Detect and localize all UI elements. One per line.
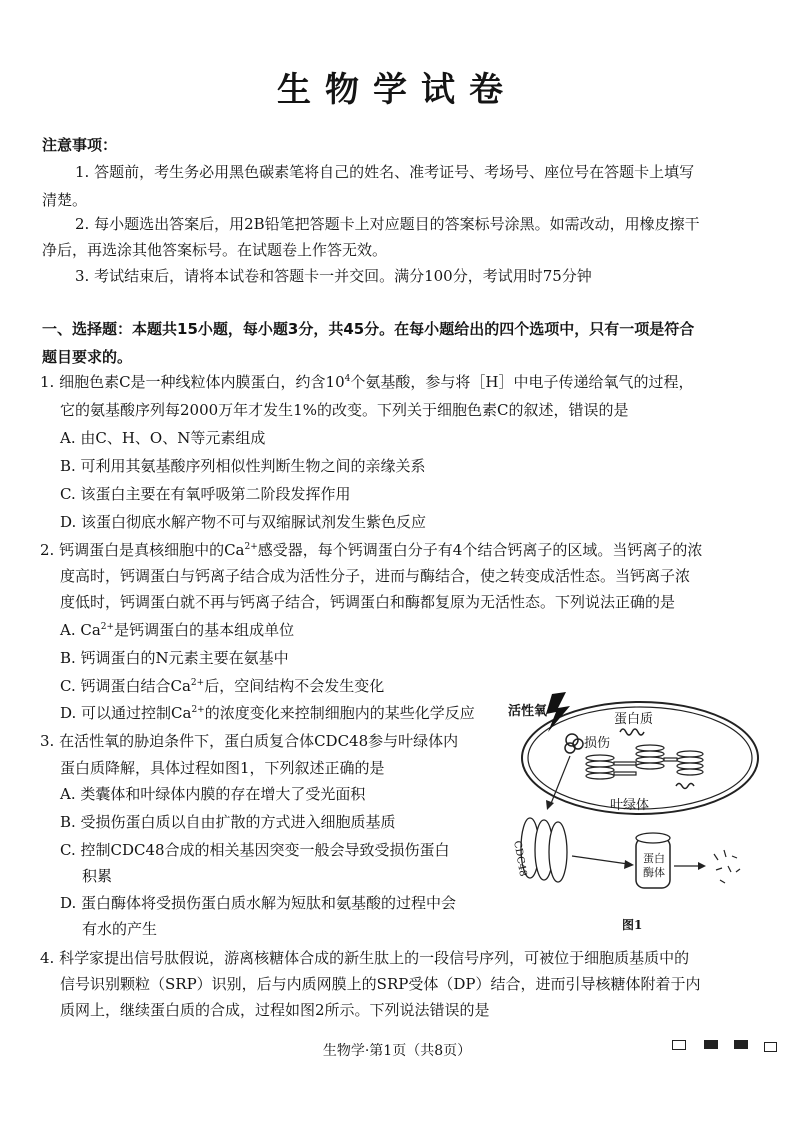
footer-mark-3 (734, 1040, 748, 1049)
q1-stem-line-2: 它的氨基酸序列每2000万年才发生1%的改变。下列关于细胞色素C的叙述，错误的是 (60, 401, 629, 419)
q2-option-a: A. $Ca^{2+}$是钙调蛋白的基本组成单位 (60, 621, 295, 639)
q2-option-b: B. 钙调蛋白的N元素主要在氨基中 (60, 649, 289, 667)
q3-stem-line-1: 3. 在活性氧的胁迫条件下，蛋白质复合体CDC48参与叶绿体内 (40, 732, 459, 750)
figure-1-label-proteasome-line-1: 蛋白 (643, 852, 665, 865)
figure-1-label-proteasome-line-2: 酶体 (643, 866, 665, 879)
q3-option-b: B. 受损伤蛋白质以自由扩散的方式进入细胞质基质 (60, 813, 396, 831)
notice-item-2-line-2: 净后，再选涂其他答案标号。在试题卷上作答无效。 (42, 241, 388, 259)
q4-stem-line-1: 4. 科学家提出信号肽假说，游离核糖体合成的新生肽上的一段信号序列，可被位于细胞质基质中的 (40, 949, 690, 967)
notice-item-3: 3. 考试结束后，请将本试卷和答题卡一并交回。满分100分，考试用时75分钟 (75, 267, 592, 285)
figure-1-label-protein: 蛋白质 (614, 712, 654, 727)
q1-option-d: D. 该蛋白彻底水解产物不可与双缩脲试剂发生紫色反应 (60, 513, 427, 531)
q3-option-d-line-1: D. 蛋白酶体将受损伤蛋白质水解为短肽和氨基酸的过程中会 (60, 894, 457, 912)
q1-option-c: C. 该蛋白主要在有氧呼吸第二阶段发挥作用 (60, 485, 351, 503)
q3-stem-line-2: 蛋白质降解，具体过程如图1，下列叙述正确的是 (60, 759, 385, 777)
section-heading-line-1: 一、选择题：本题共15小题，每小题3分，共45分。在每小题给出的四个选项中，只有一项是符合 (42, 320, 695, 338)
q3-option-d-line-2: 有水的产生 (82, 920, 158, 938)
figure-1-label-chloroplast: 叶绿体 (610, 798, 650, 813)
q2-stem-line-2: 度高时，钙调蛋白与钙离子结合成为活性分子，进而与酶结合，使之转变成活性态。当钙离子浓 (60, 567, 691, 585)
q4-stem-line-2: 信号识别颗粒（SRP）识别，后与内质网膜上的SRP受体（DP）结合，进而引导核糖体附着于内 (60, 975, 701, 993)
page-footer: 生物学·第1页（共8页） (322, 1043, 472, 1059)
notice-item-2-line-1: 2. 每小题选出答案后，用2B铅笔把答题卡上对应题目的答案标号涂黑。如需改动，用橡皮擦干 (75, 215, 700, 233)
figure-1-label-damage: 损伤 (584, 736, 611, 751)
q2-option-c: C. 钙调蛋白结合$Ca^{2+}$后，空间结构不会发生变化 (60, 677, 385, 695)
q3-option-a: A. 类囊体和叶绿体内膜的存在增大了受光面积 (60, 785, 366, 803)
footer-mark-2 (704, 1040, 718, 1049)
q1-stem-line-1: 1. 细胞色素C是一种线粒体内膜蛋白，约含$10^4$个氨基酸，参与将［H］中电子传递给氧气的过程， (40, 373, 694, 391)
notice-item-1-line-2: 清楚。 (42, 191, 88, 209)
figure-1-caption: 图1 (622, 918, 643, 932)
q2-stem-line-3: 度低时，钙调蛋白就不再与钙离子结合，钙调蛋白和酶都复原为无活性态。下列说法正确的是 (60, 593, 676, 611)
figure-1-label-ros: 活性氧 (508, 704, 548, 719)
q3-option-c-line-1: C. 控制CDC48合成的相关基因突变一般会导致受损伤蛋白 (60, 841, 450, 859)
figure-1-label-cdc48: CDC48 (511, 840, 529, 878)
lightning-icon (546, 692, 570, 732)
footer-mark-4 (764, 1042, 777, 1052)
q1-option-a: A. 由C、H、O、N等元素组成 (60, 429, 266, 447)
q2-stem-line-1: 2. 钙调蛋白是真核细胞中的$Ca^{2+}$感受器，每个钙调蛋白分子有4个结合钙离子的区域。当钙离子的浓 (40, 541, 703, 559)
page-title: 生物学试卷 (277, 70, 517, 110)
notice-item-1-line-1: 1. 答题前，考生务必用黑色碳素笔将自己的姓名、准考证号、考场号、座位号在答题卡上填写 (75, 163, 695, 181)
figure-1 (500, 688, 762, 934)
q1-option-b: B. 可利用其氨基酸序列相似性判断生物之间的亲缘关系 (60, 457, 426, 475)
q3-option-c-line-2: 积累 (82, 867, 113, 885)
q2-option-d: D. 可以通过控制$Ca^{2+}$的浓度变化来控制细胞内的某些化学反应 (60, 704, 475, 722)
q4-stem-line-3: 质网上，继续蛋白质的合成，过程如图2所示。下列说法错误的是 (60, 1001, 490, 1019)
notice-heading: 注意事项： (42, 136, 118, 154)
footer-mark-1 (672, 1040, 686, 1050)
section-heading-line-2: 题目要求的。 (42, 348, 133, 366)
